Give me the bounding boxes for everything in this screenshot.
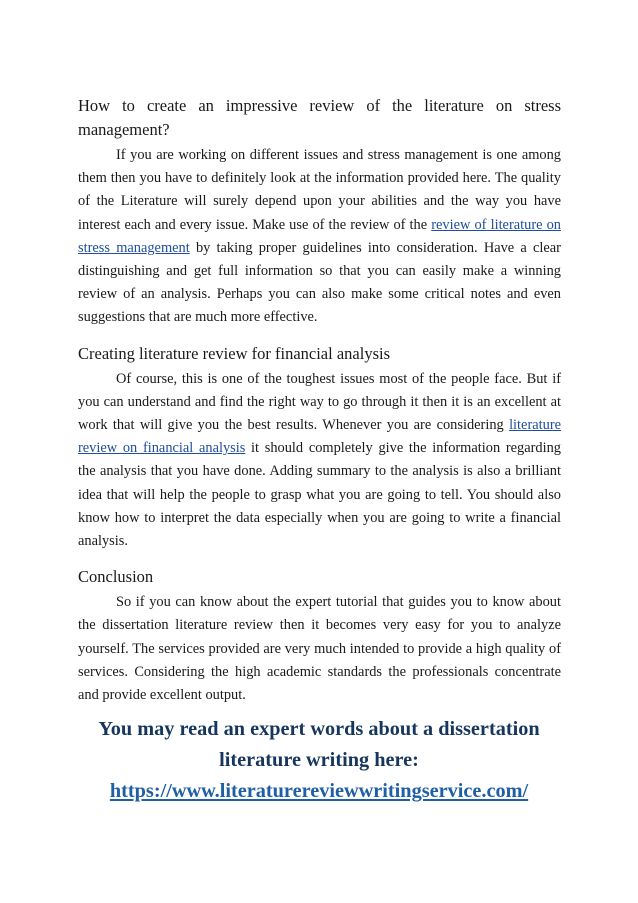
document-body bbox=[78, 94, 561, 707]
call-to-action bbox=[70, 714, 568, 807]
section-stress-management bbox=[78, 94, 561, 330]
section-heading: Conclusion bbox=[78, 567, 154, 587]
section-conclusion bbox=[78, 565, 561, 707]
section-paragraph bbox=[78, 144, 561, 330]
section-financial-analysis bbox=[78, 342, 561, 554]
paragraph-text: it should completely give the information regarding the analysis that you have done. Adding summary to the analysis is also a brilliant idea that will help the people to grasp what you are going to tell. You should also know how to interpret the data especially when you are going to write a financial analysis. bbox=[78, 440, 561, 550]
section-paragraph: So if you can know about the expert tutorial that guides you to know about the dissertation literature review then it becomes very easy for you to analyze yourself. The services provided are very much intended to provide a high quality of services. Considering the high academic standards the professionals concentrate and provide excellent output. bbox=[78, 594, 561, 704]
paragraph-text: Of course, this is one of the toughest issues most of the people face. But if you can understand and find the right way to go through it then it is an excellent at work that will give you the best results. Whenever you are considering bbox=[78, 370, 561, 434]
cta-url-link[interactable]: https://www.literaturereviewwritingservice.com/ bbox=[109, 780, 529, 802]
cta-text: You may read an expert words about a dissertation literature writing here: bbox=[98, 718, 540, 771]
section-heading: Creating literature review for financial analysis bbox=[78, 343, 390, 363]
stress-management-link[interactable]: review of literature on stress management bbox=[78, 216, 561, 256]
section-heading: How to create an impressive review of the literature on stress management? bbox=[78, 96, 561, 139]
paragraph-text: If you are working on different issues and stress management is one among them then you have to definitely look at the information provided here. The quality of the Literature will surely depend upon your abilities and the way you have interest each and every issue. Make use of the review of the bbox=[78, 147, 561, 233]
section-paragraph bbox=[78, 368, 561, 554]
financial-analysis-link[interactable]: literature review on financial analysis bbox=[78, 417, 561, 457]
paragraph-text: by taking proper guidelines into consideration. Have a clear distinguishing and get full information so that you can easily make a winning review of an analysis. Perhaps you can also make some critical notes and even suggestions that are much more effective. bbox=[78, 239, 561, 326]
